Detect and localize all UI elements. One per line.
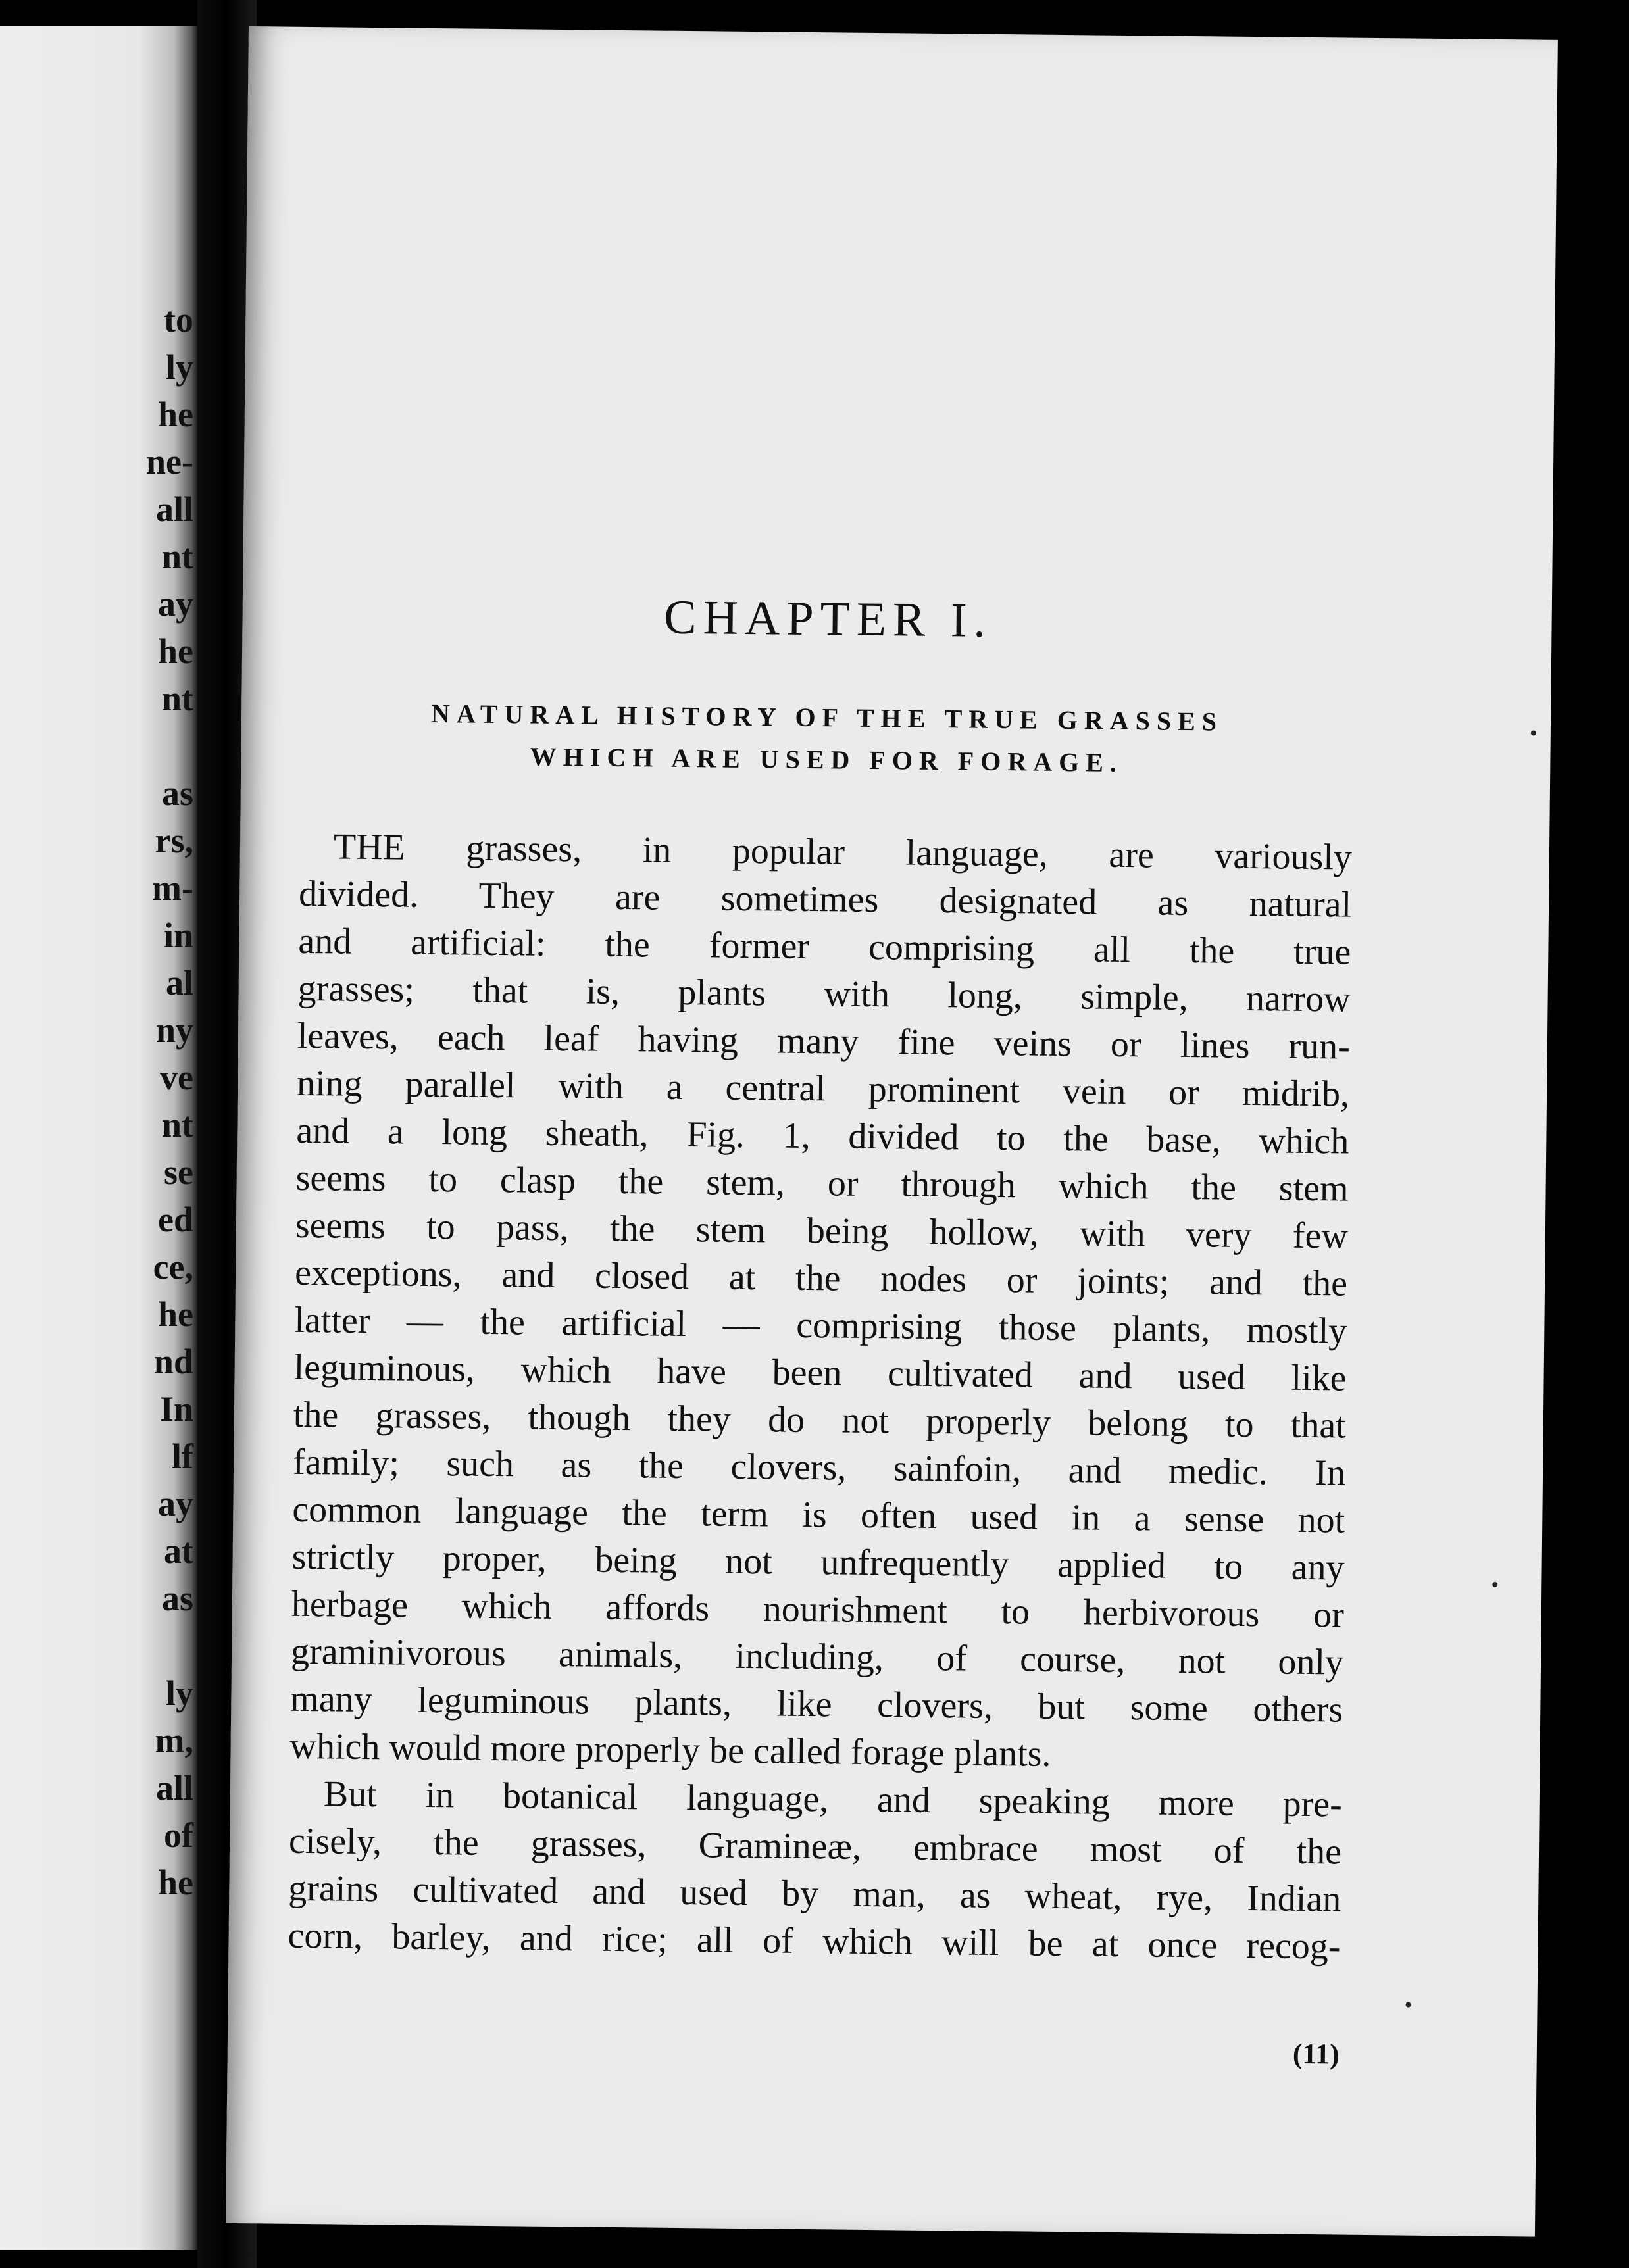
body-text-line: leaves, each leaf having many fine veins or lines run- (297, 1015, 1351, 1068)
left-facing-page (0, 26, 197, 2250)
left-page-fragment: all (155, 1768, 193, 1808)
body-text-line: the grasses, though they do not properly belong to that (293, 1394, 1347, 1446)
left-page-fragment: he (158, 631, 193, 671)
left-page-fragment: ce, (153, 1247, 193, 1287)
left-page-fragment: ed (158, 1200, 193, 1239)
body-text-line: and a long sheath, Fig. 1, divided to the base, which (296, 1110, 1349, 1162)
chapter-heading: CHAPTER I. (663, 590, 993, 648)
body-text-line: grains cultivated and used by man, as wheat, rye, Indian (288, 1867, 1341, 1920)
left-page-fragment: lf (172, 1437, 193, 1476)
body-text-line: latter — the artificial — comprising those plants, mostly (294, 1299, 1347, 1352)
body-text-line: graminivorous animals, including, of course, not only (290, 1631, 1344, 1683)
chapter-subtitle-line-2: WHICH ARE USED FOR FORAGE. (530, 741, 1124, 777)
left-page-fragment: all (155, 489, 193, 529)
body-text-line: grasses; that is, plants with long, simple, narrow (297, 968, 1351, 1020)
left-page-fragment: ny (155, 1010, 193, 1050)
body-text-line: But in botanical language, and speaking more pre- (323, 1773, 1343, 1825)
body-text-line: herbage which affords nourishment to herbivorous or (291, 1583, 1345, 1636)
left-page-text-fragments (114, 296, 193, 1906)
left-page-fragment: m- (152, 868, 193, 908)
body-text-line: cisely, the grasses, Gramineæ, embrace most of the (288, 1820, 1342, 1873)
right-page (226, 26, 1558, 2237)
left-page-fragment: ly (165, 1673, 193, 1713)
left-page-fragment: at (164, 1531, 193, 1571)
left-page-fragment: in (163, 916, 193, 955)
left-page-fragment: ly (165, 347, 193, 387)
chapter-subtitle-line-1: NATURAL HISTORY OF THE TRUE GRASSES (430, 698, 1224, 737)
body-text-line: leguminous, which have been cultivated and used like (293, 1346, 1347, 1399)
left-page-fragment: nd (153, 1342, 193, 1381)
margin-speck (1531, 730, 1536, 735)
page-number: (11) (1292, 2037, 1340, 2071)
chapter-subtitle (300, 691, 1353, 787)
body-text-line: divided. They are sometimes designated as natural (298, 873, 1352, 925)
left-page-fragment: as (161, 774, 193, 813)
body-text-line: seems to pass, the stem being hollow, with very few (295, 1204, 1349, 1257)
body-text-line: family; such as the clovers, sainfoin, and medic. In (292, 1441, 1346, 1494)
body-text-line: and artificial: the former comprising all the true (298, 920, 1351, 973)
left-page-fragment: ve (160, 1058, 193, 1097)
body-text-line: many leguminous plants, like clovers, but some others (290, 1678, 1343, 1731)
left-page-fragment: he (158, 1863, 193, 1902)
left-page-fragment: he (158, 1294, 193, 1334)
left-page-fragment: nt (161, 537, 193, 576)
body-text (288, 823, 1352, 1971)
body-text-line: corn, barley, and rice; all of which will be at once recog- (288, 1915, 1341, 1967)
body-text-line: common language the term is often used in a sense not (292, 1489, 1345, 1541)
left-page-fragment: m, (155, 1721, 193, 1760)
margin-speck (1406, 2002, 1411, 2008)
body-text-line: exceptions, and closed at the nodes or joints; and the (294, 1252, 1348, 1304)
left-page-fragment: ay (158, 1484, 193, 1523)
left-page-fragment: nt (161, 1105, 193, 1145)
left-page-fragment: nt (161, 679, 193, 718)
margin-speck (1492, 1582, 1497, 1587)
body-text-line: which would more properly be called forage plants. (289, 1725, 1051, 1775)
page-content (285, 27, 1360, 2209)
left-page-fragment: as (161, 1579, 193, 1618)
left-page-fragment: ay (158, 584, 193, 624)
left-page-fragment (114, 722, 193, 770)
left-page-fragment (114, 1622, 193, 1669)
body-text-line: strictly proper, being not unfrequently applied to any (291, 1536, 1345, 1589)
left-page-fragment: se (164, 1152, 193, 1192)
left-page-fragment: In (159, 1389, 193, 1429)
left-page-fragment: ne- (146, 442, 193, 481)
body-text-line: THE grasses, in popular language, are variously (333, 826, 1353, 878)
left-page-fragment: he (158, 395, 193, 434)
left-page-fragment: of (164, 1815, 193, 1855)
body-text-line: ning parallel with a central prominent vein or midrib, (296, 1062, 1350, 1115)
left-page-fragment: rs, (155, 821, 193, 860)
body-text-line: seems to clasp the stem, or through which the stem (295, 1157, 1349, 1210)
left-page-fragment: al (165, 963, 193, 1002)
left-page-fragment: to (164, 300, 193, 339)
